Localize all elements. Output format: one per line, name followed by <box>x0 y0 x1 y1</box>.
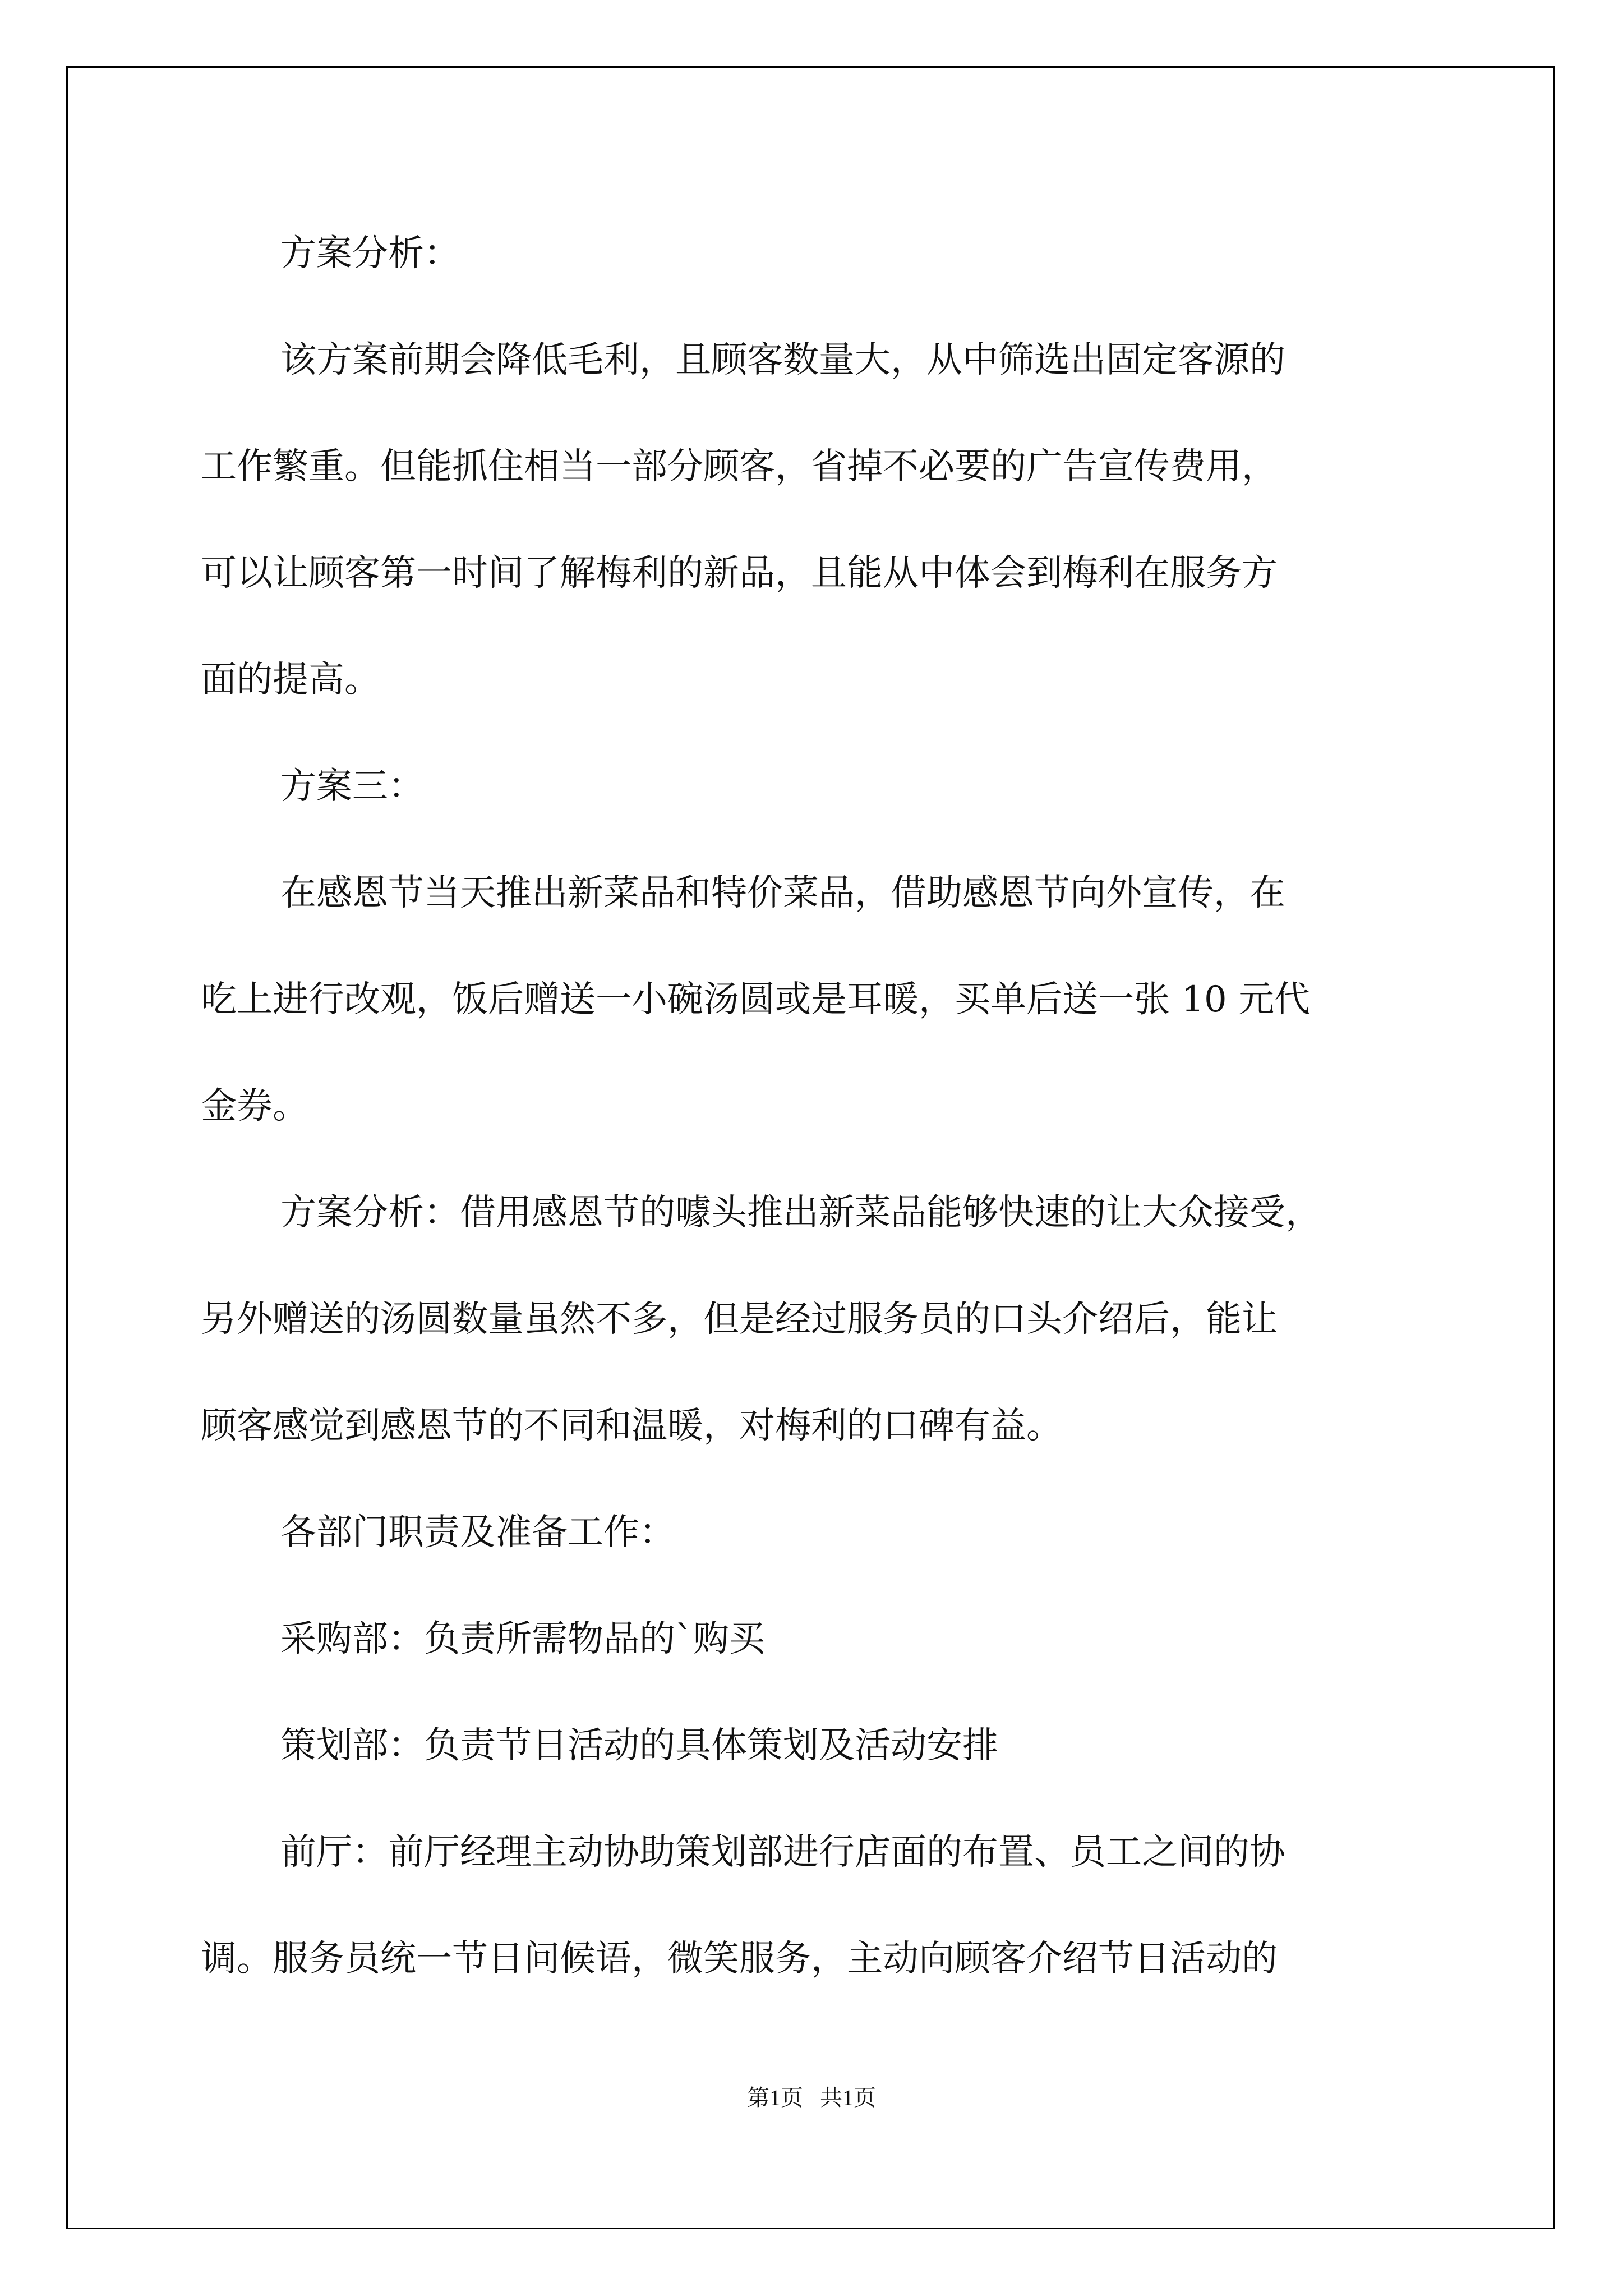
paragraph-line: 另外赠送的汤圆数量虽然不多，但是经过服务员的口头介绍后，能让 <box>201 1299 1278 1340</box>
page-footer <box>0 2084 1623 2112</box>
page-total: 共1页 <box>820 2085 876 2110</box>
paragraph-line: 前厅：前厅经理主动协助策划部进行店面的布置、员工之间的协 <box>280 1832 1285 1873</box>
paragraph-line: 工作繁重。但能抓住相当一部分顾客，省掉不必要的广告宣传费用， <box>201 446 1278 487</box>
heading-plan-analysis-1: 方案分析： <box>280 233 460 274</box>
purchasing-dept-line: 采购部：负责所需物品的`购买 <box>280 1618 765 1660</box>
heading-plan-three: 方案三： <box>280 766 424 807</box>
paragraph-line: 顾客感觉到感恩节的不同和温暖，对梅利的口碑有益。 <box>201 1405 1062 1447</box>
paragraph-line: 可以让顾客第一时间了解梅利的新品，且能从中体会到梅利在服务方 <box>201 553 1278 594</box>
planning-dept-line: 策划部：负责节日活动的具体策划及活动安排 <box>280 1725 998 1766</box>
paragraph-line: 金券。 <box>201 1085 308 1127</box>
paragraph-line: 调。服务员统一节日问候语，微笑服务，主动向顾客介绍节日活动的 <box>201 1938 1278 1980</box>
page-border <box>66 66 1555 2229</box>
page-number: 第1页 <box>747 2085 803 2110</box>
paragraph-line: 方案分析：借用感恩节的噱头推出新菜品能够快速的让大众接受， <box>280 1192 1321 1234</box>
heading-department-duties: 各部门职责及准备工作： <box>280 1512 675 1553</box>
paragraph-line: 在感恩节当天推出新菜品和特价菜品，借助感恩节向外宣传，在 <box>280 872 1285 914</box>
paragraph-line: 该方案前期会降低毛利，且顾客数量大，从中筛选出固定客源的 <box>280 339 1285 381</box>
paragraph-line: 吃上进行改观，饭后赠送一小碗汤圆或是耳暖，买单后送一张 10 元代 <box>201 979 1311 1020</box>
paragraph-line: 面的提高。 <box>201 659 380 701</box>
